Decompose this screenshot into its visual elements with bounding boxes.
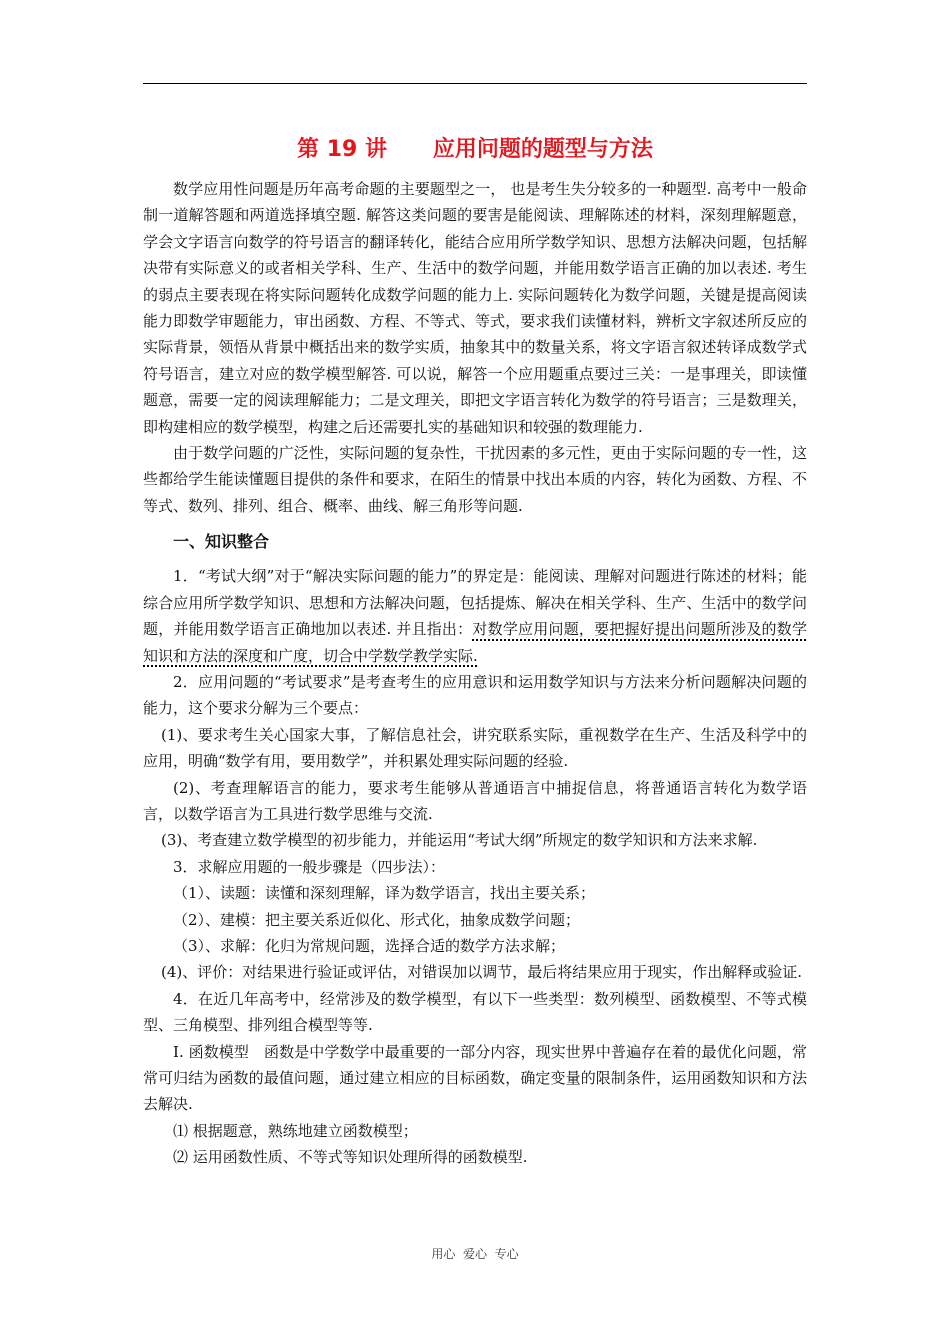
intro-paragraph-1: 数学应用性问题是历年高考命题的主要题型之一， 也是考生失分较多的一种题型. 高考中一般命制一道解答题和两道选择填空题. 解答这类问题的要害是能阅读、理解陈述的材料，深刻理解题意，学会文字语言向数学的符号语言的翻译转化，能结合应用所学数学知识、思想方法解决问题，包括解决带有实际意义的或者相关学科、生产、生活中的数学问题，并能用数学语言正确的加以表述. 考生的弱点主要表现在将实际问题转化成数学问题的能力上. 实际问题转化为数学问题，关键是提高阅读能力即数学审题能力，审出函数、方程、不等式、等式，要求我们读懂材料，辨析文字叙述所反应的实际背景，领悟从背景中概括出来的数学实质，抽象其中的数量关系，将文字语言叙述转译成数学式符号语言，建立对应的数学模型解答. 可以说，解答一个应用题重点要过三关：一是事理关，即读懂题意，需要一定的阅读理解能力；二是文理关，即把文字语言转化为数学的符号语言；三是数理关，即构建相应的数学模型，构建之后还需要扎实的基础知识和较强的数理能力. [143,180,807,436]
point-3-item-4: (4)、评价：对结果进行验证或评估，对错误加以调节，最后将结果应用于现实，作出解释或验证. [161,963,803,982]
point-2-item-2: (2)、考查理解语言的能力，要求考生能够从普通语言中捕捉信息，将普通语言转化为数学语言，以数学语言为工具进行数学思维与交流. [143,778,807,823]
point-3-item-2: （2）、建模：把主要关系近似化、形式化，抽象成数学问题； [173,910,581,929]
page-title: 第 19 讲 应用问题的题型与方法 [297,137,653,162]
point-1-text: 1．“考试大纲”对于“解决实际问题的能力”的界定是：能阅读、理解对问题进行陈述的材料；能综合应用所学数学知识、思想和方法解决问题，包括提炼、解决在相关学科、生产、生活中的数学问题，并能用数学语言正确地加以表述. 并且指出： [143,567,807,639]
header-rule [143,83,807,84]
point-1-paragraph [143,563,807,669]
function-model-step-2: ⑵ 运用函数性质、不等式等知识处理所得的函数模型. [173,1148,528,1167]
point-2-item-3: (3)、考查建立数学模型的初步能力，并能运用“考试大纲”所规定的数学知识和方法来求解. [161,831,758,850]
point-2-item-1: (1)、要求考生关心国家大事，了解信息社会，讲究联系实际，重视数学在生产、生活及科学中的应用，明确“数学有用，要用数学”，并积累处理实际问题的经验. [143,725,807,771]
page-footer: 用心 爱心 专心 [431,1247,519,1261]
point-3-item-3: （3）、求解：化归为常规问题，选择合适的数学方法求解； [173,936,566,955]
point-2-paragraph: 2．应用问题的“考试要求”是考查考生的应用意识和运用数学知识与方法来分析问题解决问题的能力，这个要求分解为三个要点： [143,672,807,718]
point-3-paragraph: 3．求解应用题的一般步骤是（四步法）： [173,857,446,876]
point-1-emphasis: 对数学应用问题，要把握好提出问题所涉及的数学知识和方法的深度和广度，切合中学数学教学实际. [143,620,807,665]
function-model-step-1: ⑴ 根据题意，熟练地建立函数模型； [173,1121,418,1140]
section-heading-knowledge: 一、知识整合 [173,532,270,552]
intro-paragraph-2: 由于数学问题的广泛性，实际问题的复杂性，干扰因素的多元性，更由于实际问题的专一性，这些都给学生能读懂题目提供的条件和要求，在陌生的情景中找出本质的内容，转化为函数、方程、不等式、数列、排列、组合、概率、曲线、解三角形等问题. [143,444,807,515]
document-body [143,130,807,1171]
point-4-paragraph: 4．在近几年高考中，经常涉及的数学模型，有以下一些类型：数列模型、函数模型、不等式模型、三角模型、排列组合模型等等. [143,989,807,1035]
function-model-paragraph: Ⅰ. 函数模型 函数是中学数学中最重要的一部分内容，现实世界中普遍存在着的最优化问题，常常可归结为函数的最值问题，通过建立相应的目标函数，确定变量的限制条件，运用函数知识和方法去解决. [143,1042,807,1114]
point-3-item-1: （1）、读题：读懂和深刻理解，译为数学语言，找出主要关系； [173,884,596,903]
